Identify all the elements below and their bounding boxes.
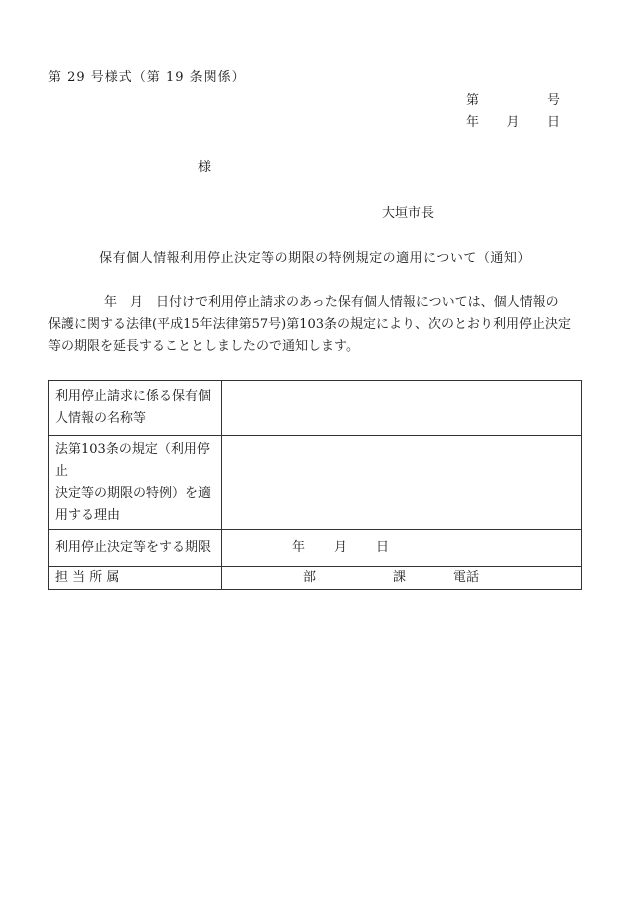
body-line-2: 保護に関する法律(平成15年法律第57号)第103条の規定により、次のとおり利用停止決定 <box>48 317 572 332</box>
sender-name: 大垣市長 <box>382 206 435 221</box>
table-row <box>49 530 582 567</box>
doc-number-suffix: 号 <box>546 93 560 108</box>
body-text <box>48 292 582 358</box>
body-line-3: 等の期限を延長することとしましたので通知します。 <box>48 339 359 354</box>
label-line: 利用停止請求に係る保有個 <box>55 389 212 404</box>
doc-number-prefix: 第 <box>466 93 480 108</box>
info-table <box>48 380 582 590</box>
date-year: 年 <box>466 115 480 130</box>
deadline-year: 年 <box>292 540 306 555</box>
label-line: 法第103条の規定（利用停止 <box>55 441 210 479</box>
label-line: 用する理由 <box>55 507 121 523</box>
department-field[interactable] <box>222 567 582 590</box>
document-number <box>466 89 560 108</box>
date-day: 日 <box>546 115 560 130</box>
dept-label: 部 <box>303 570 317 585</box>
row-label-info-name <box>49 381 222 436</box>
info-name-field[interactable] <box>222 381 582 436</box>
row-label-deadline: 利用停止決定等をする期限 <box>49 530 222 567</box>
reason-field[interactable] <box>222 436 582 530</box>
deadline-month: 月 <box>334 540 348 555</box>
label-line: 決定等の期限の特例）を適 <box>55 485 212 501</box>
document-date <box>466 111 560 130</box>
row-label-reason <box>49 436 222 530</box>
addressee-suffix: 様 <box>198 160 212 175</box>
body-line-1: 年 月 日付けで利用停止請求のあった保有個人情報については、個人情報の <box>104 295 559 310</box>
deadline-day: 日 <box>376 540 390 555</box>
label-line: 人情報の名称等 <box>55 411 147 426</box>
phone-label: 電話 <box>453 570 480 585</box>
table-row <box>49 567 582 590</box>
deadline-field[interactable] <box>222 530 582 567</box>
document-title: 保有個人情報利用停止決定等の期限の特例規定の適用について（通知） <box>99 251 531 266</box>
table-row <box>49 381 582 436</box>
form-number: 第 29 号様式（第 19 条関係） <box>48 70 246 85</box>
section-label: 課 <box>393 570 407 585</box>
date-month: 月 <box>506 115 520 130</box>
table-row <box>49 436 582 530</box>
row-label-department: 担 当 所 属 <box>49 567 222 590</box>
